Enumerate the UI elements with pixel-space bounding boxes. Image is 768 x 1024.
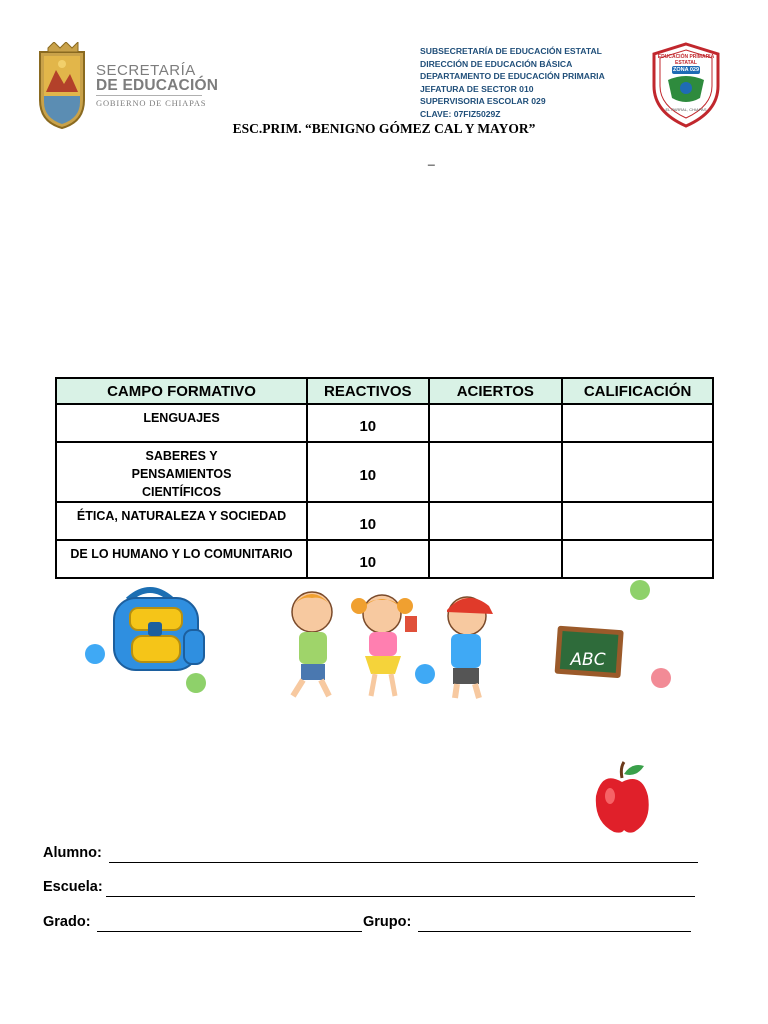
campo-cell: LENGUAJES: [56, 404, 307, 442]
table-row: [56, 502, 713, 540]
chalkboard-illustration: [550, 578, 680, 690]
logo-line-3: GOBIERNO DE CHIAPAS: [96, 98, 207, 108]
children-icon: [292, 592, 493, 698]
header-aciertos: ACIERTOS: [429, 378, 563, 404]
reactivos-cell: 10: [307, 540, 428, 578]
department-line: CLAVE: 07FIZ5029Z: [420, 108, 501, 119]
aciertos-cell[interactable]: [429, 540, 563, 578]
calificacion-cell[interactable]: [562, 442, 713, 502]
reactivos-cell: 10: [307, 502, 428, 540]
backpack-illustration: [80, 580, 230, 700]
aciertos-cell[interactable]: [429, 502, 563, 540]
dot-icon: [651, 668, 671, 688]
aciertos-cell[interactable]: [429, 442, 563, 502]
zone-logo-label: ZONA 029: [672, 67, 700, 73]
backpack-icon: [114, 590, 204, 670]
school-name: ESC.PRIM. “BENIGNO GÓMEZ CAL Y MAYOR”: [232, 121, 536, 136]
zone-logo-bottom: EL PARRAL, CHIAPAS: [665, 107, 707, 112]
campo-cell: DE LO HUMANO Y LO COMUNITARIO: [56, 540, 307, 578]
escuela-field[interactable]: [106, 896, 695, 897]
aciertos-cell[interactable]: [429, 404, 563, 442]
table-row: [56, 442, 713, 502]
department-line: SUBSECRETARÍA DE EDUCACIÓN ESTATAL: [420, 46, 602, 56]
calificacion-cell[interactable]: [562, 404, 713, 442]
header-reactivos: REACTIVOS: [307, 378, 428, 404]
chalkboard-text: ABC: [570, 650, 606, 670]
escuela-label: Escuela:: [43, 879, 103, 895]
grupo-field[interactable]: [418, 931, 691, 932]
reactivos-cell: 10: [307, 404, 428, 442]
header-campo-formativo: CAMPO FORMATIVO: [56, 378, 307, 404]
logo-divider: [96, 95, 202, 96]
department-line: SUPERVISORIA ESCOLAR 029: [420, 96, 546, 107]
header-calificacion: CALIFICACIÓN: [562, 378, 713, 404]
reactivos-cell: 10: [307, 442, 428, 502]
zone-logo-top: EDUCACIÓN PRIMARIA ESTATAL: [657, 54, 715, 66]
campo-cell: ÉTICA, NATURALEZA Y SOCIEDAD: [56, 502, 307, 540]
children-illustration: [275, 584, 500, 706]
alumno-field[interactable]: [109, 862, 698, 863]
department-line: JEFATURA DE SECTOR 010: [420, 83, 534, 94]
calificacion-cell[interactable]: [562, 540, 713, 578]
grupo-label: Grupo:: [363, 914, 412, 930]
logo-line-1: SECRETARÍA: [96, 62, 196, 79]
apple-icon: [592, 760, 654, 836]
table-header-row: [56, 378, 713, 404]
campo-cell: SABERES Y PENSAMIENTOS CIENTÍFICOS: [56, 442, 307, 502]
calificacion-cell[interactable]: [562, 502, 713, 540]
dot-icon: [630, 580, 650, 600]
zona-029-logo: [650, 42, 722, 128]
table-row: [56, 540, 713, 578]
logo-line-2: DE EDUCACIÓN: [96, 77, 219, 94]
table-row: [56, 404, 713, 442]
department-line: DEPARTAMENTO DE EDUCACIÓN PRIMARIA: [420, 71, 605, 82]
grado-label: Grado:: [43, 914, 91, 930]
grado-field[interactable]: [97, 931, 362, 932]
grades-table: [55, 377, 714, 579]
dot-icon: [186, 673, 206, 693]
department-line: DIRECCIÓN DE EDUCACIÓN BÁSICA: [420, 58, 573, 69]
dot-icon: [85, 644, 105, 664]
dash-mark: _: [428, 152, 435, 166]
department-block: [420, 45, 605, 121]
chiapas-shield-icon: [34, 42, 90, 130]
alumno-label: Alumno:: [43, 845, 102, 861]
